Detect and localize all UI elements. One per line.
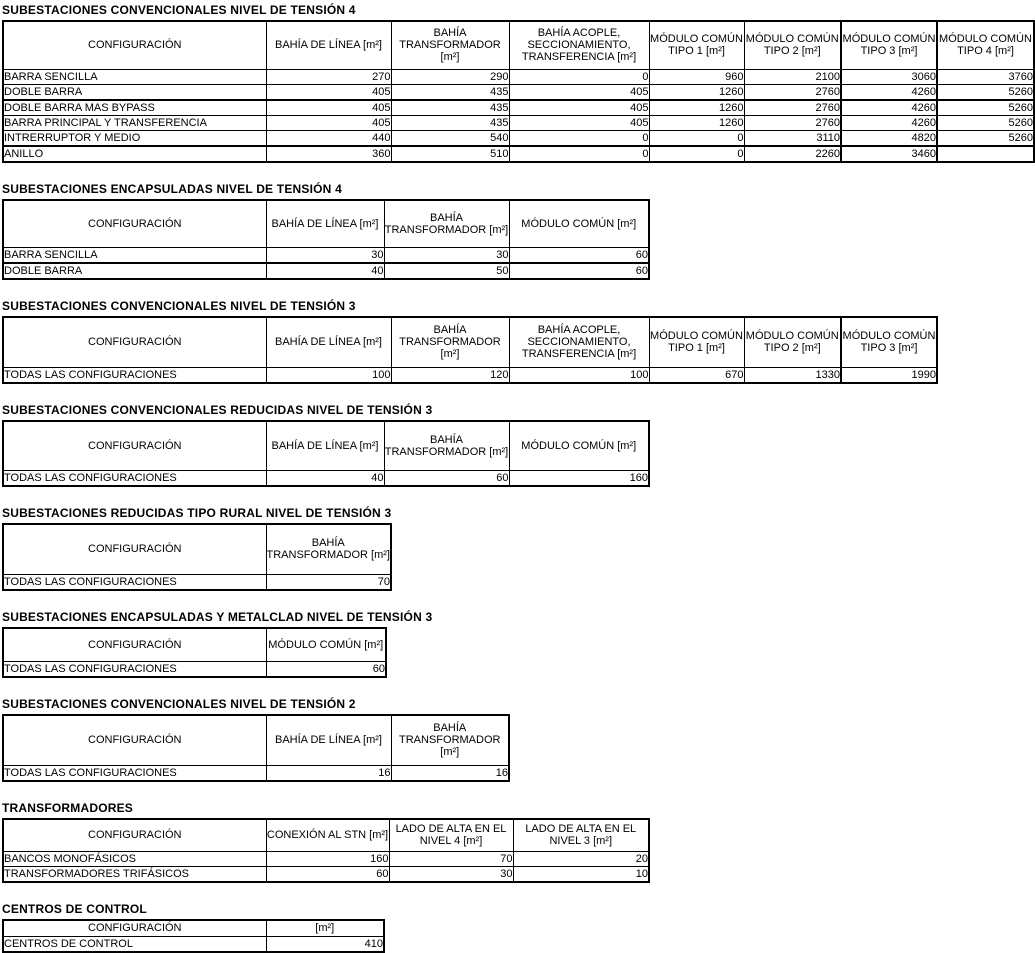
- cell-value: [937, 146, 1034, 162]
- cell-value: 1330: [744, 367, 841, 383]
- cell-value: 2760: [744, 115, 841, 130]
- section: [2, 403, 1035, 488]
- cell-value: 1260: [649, 100, 744, 116]
- cell-value: 5260: [937, 100, 1034, 116]
- cell-value: 60: [266, 867, 389, 883]
- cell-value: 70: [266, 574, 391, 590]
- cell-value: 440: [266, 130, 391, 146]
- table-row: [3, 574, 391, 590]
- cell-value: 0: [649, 130, 744, 146]
- table-row: [3, 146, 1034, 162]
- table-row: [3, 263, 649, 279]
- cell-value: 40: [266, 471, 384, 487]
- row-label: BARRA PRINCIPAL Y TRANSFERENCIA: [3, 115, 266, 130]
- section-title: SUBESTACIONES CONVENCIONALES REDUCIDAS NIVEL DE TENSIÓN 3: [2, 402, 433, 417]
- column-header: BAHÍA DE LÍNEA [m²]: [266, 200, 384, 248]
- data-table: [2, 316, 938, 384]
- config-column-header: CONFIGURACIÓN: [3, 317, 266, 367]
- row-label: DOBLE BARRA: [3, 84, 266, 100]
- cell-value: 100: [509, 367, 649, 383]
- cell-value: 405: [509, 115, 649, 130]
- table-row: [3, 936, 384, 952]
- section-title: SUBESTACIONES CONVENCIONALES NIVEL DE TENSIÓN 3: [2, 299, 356, 313]
- column-header: MÓDULO COMÚN TIPO 4 [m²]: [937, 21, 1034, 69]
- cell-value: 405: [266, 100, 391, 116]
- section: [2, 299, 1035, 384]
- cell-value: 405: [509, 100, 649, 116]
- config-column-header: CONFIGURACIÓN: [3, 524, 266, 574]
- cell-value: 60: [266, 662, 386, 678]
- cell-value: 5260: [937, 84, 1034, 100]
- cell-value: 16: [266, 765, 391, 781]
- cell-value: 16: [391, 765, 509, 781]
- row-label: BARRA SENCILLA: [3, 69, 266, 84]
- section-title: SUBESTACIONES REDUCIDAS TIPO RURAL NIVEL DE TENSIÓN 3: [2, 506, 392, 520]
- cell-value: 435: [391, 84, 509, 100]
- cell-value: 540: [391, 130, 509, 146]
- table-row: [3, 130, 1034, 146]
- column-header: BAHÍA TRANSFORMADOR [m²]: [384, 421, 509, 471]
- cell-value: 2100: [744, 69, 841, 84]
- section: [2, 3, 1035, 163]
- row-label: TRANSFORMADORES TRIFÁSICOS: [3, 867, 266, 883]
- column-header: BAHÍA DE LÍNEA [m²]: [266, 317, 391, 367]
- cell-value: 3760: [937, 69, 1034, 84]
- cell-value: 360: [266, 146, 391, 162]
- cell-value: 410: [266, 936, 384, 952]
- cell-value: 4260: [841, 100, 937, 116]
- table-row: [3, 367, 937, 383]
- section-title: SUBESTACIONES CONVENCIONALES NIVEL DE TENSIÓN 2: [2, 697, 356, 711]
- column-header: BAHÍA ACOPLE, SECCIONAMIENTO, TRANSFERENCIA [m²]: [509, 21, 649, 69]
- table-row: [3, 69, 1034, 84]
- column-header: [m²]: [266, 920, 384, 936]
- config-column-header: CONFIGURACIÓN: [3, 920, 266, 936]
- table-row: [3, 852, 649, 867]
- table-row: [3, 662, 386, 678]
- column-header: BAHÍA TRANSFORMADOR [m²]: [266, 524, 391, 574]
- row-label: DOBLE BARRA MAS BYPASS: [3, 100, 266, 116]
- section-title: CENTROS DE CONTROL: [2, 902, 147, 916]
- cell-value: 20: [513, 852, 649, 867]
- column-header: BAHÍA TRANSFORMADOR [m²]: [384, 200, 509, 248]
- row-label: TODAS LAS CONFIGURACIONES: [3, 574, 266, 590]
- data-table: [2, 919, 385, 953]
- table-row: [3, 115, 1034, 130]
- row-label: INTRERRUPTOR Y MEDIO: [3, 130, 266, 146]
- column-header: MÓDULO COMÚN TIPO 1 [m²]: [649, 317, 744, 367]
- cell-value: 0: [509, 146, 649, 162]
- cell-value: 40: [266, 263, 384, 279]
- table-row: [3, 765, 509, 781]
- cell-value: 3460: [841, 146, 937, 162]
- column-header: CONEXIÓN AL STN [m²]: [266, 819, 389, 852]
- data-table: [2, 20, 1035, 163]
- cell-value: 30: [384, 248, 509, 264]
- column-header: LADO DE ALTA EN EL NIVEL 3 [m²]: [513, 819, 649, 852]
- cell-value: 160: [266, 852, 389, 867]
- section-title: SUBESTACIONES ENCAPSULADAS Y METALCLAD NIVEL DE TENSIÓN 3: [2, 609, 433, 624]
- cell-value: 160: [509, 471, 649, 487]
- cell-value: 70: [389, 852, 513, 867]
- cell-value: 2760: [744, 84, 841, 100]
- config-column-header: CONFIGURACIÓN: [3, 421, 266, 471]
- cell-value: 30: [266, 248, 384, 264]
- table-row: [3, 84, 1034, 100]
- cell-value: 50: [384, 263, 509, 279]
- cell-value: 1260: [649, 115, 744, 130]
- cell-value: 2760: [744, 100, 841, 116]
- section: [2, 506, 1035, 591]
- config-column-header: CONFIGURACIÓN: [3, 628, 266, 662]
- column-header: BAHÍA TRANSFORMADOR [m²]: [391, 715, 509, 765]
- cell-value: 290: [391, 69, 509, 84]
- table-row: [3, 100, 1034, 116]
- cell-value: 0: [509, 69, 649, 84]
- row-label: DOBLE BARRA: [3, 263, 266, 279]
- row-label: CENTROS DE CONTROL: [3, 936, 266, 952]
- cell-value: 5260: [937, 130, 1034, 146]
- column-header: LADO DE ALTA EN EL NIVEL 4 [m²]: [389, 819, 513, 852]
- data-table: [2, 199, 650, 281]
- cell-value: 60: [509, 248, 649, 264]
- cell-value: 2260: [744, 146, 841, 162]
- data-table: [2, 627, 387, 679]
- column-header: MÓDULO COMÚN [m²]: [266, 628, 386, 662]
- section: [2, 610, 1035, 679]
- cell-value: 405: [266, 115, 391, 130]
- column-header: MÓDULO COMÚN TIPO 2 [m²]: [744, 317, 841, 367]
- column-header: MÓDULO COMÚN TIPO 3 [m²]: [841, 21, 937, 69]
- cell-value: 405: [266, 84, 391, 100]
- cell-value: 60: [509, 263, 649, 279]
- section: [2, 182, 1035, 281]
- cell-value: 405: [509, 84, 649, 100]
- cell-value: 3110: [744, 130, 841, 146]
- column-header: BAHÍA TRANSFORMADOR [m²]: [391, 21, 509, 69]
- cell-value: 4260: [841, 84, 937, 100]
- section: [2, 697, 1035, 782]
- column-header: BAHÍA DE LÍNEA [m²]: [266, 715, 391, 765]
- config-column-header: CONFIGURACIÓN: [3, 819, 266, 852]
- cell-value: 60: [384, 471, 509, 487]
- row-label: TODAS LAS CONFIGURACIONES: [3, 662, 266, 678]
- cell-value: 435: [391, 100, 509, 116]
- cell-value: 510: [391, 146, 509, 162]
- cell-value: 30: [389, 867, 513, 883]
- column-header: BAHÍA DE LÍNEA [m²]: [266, 421, 384, 471]
- cell-value: 270: [266, 69, 391, 84]
- cell-value: 4820: [841, 130, 937, 146]
- cell-value: 5260: [937, 115, 1034, 130]
- cell-value: 0: [649, 146, 744, 162]
- row-label: TODAS LAS CONFIGURACIONES: [3, 367, 266, 383]
- cell-value: 3060: [841, 69, 937, 84]
- row-label: BANCOS MONOFÁSICOS: [3, 852, 266, 867]
- table-row: [3, 248, 649, 264]
- cell-value: 4260: [841, 115, 937, 130]
- cell-value: 1260: [649, 84, 744, 100]
- config-column-header: CONFIGURACIÓN: [3, 200, 266, 248]
- section-title: SUBESTACIONES ENCAPSULADAS NIVEL DE TENSIÓN 4: [2, 181, 342, 196]
- column-header: MÓDULO COMÚN TIPO 2 [m²]: [744, 21, 841, 69]
- row-label: TODAS LAS CONFIGURACIONES: [3, 471, 266, 487]
- column-header: MÓDULO COMÚN TIPO 1 [m²]: [649, 21, 744, 69]
- row-label: BARRA SENCILLA: [3, 248, 266, 264]
- column-header: BAHÍA TRANSFORMADOR [m²]: [391, 317, 509, 367]
- cell-value: 120: [391, 367, 509, 383]
- cell-value: 0: [509, 130, 649, 146]
- row-label: TODAS LAS CONFIGURACIONES: [3, 765, 266, 781]
- config-column-header: CONFIGURACIÓN: [3, 715, 266, 765]
- cell-value: 100: [266, 367, 391, 383]
- row-label: ANILLO: [3, 146, 266, 162]
- section-title: TRANSFORMADORES: [2, 800, 133, 815]
- cell-value: 1990: [841, 367, 937, 383]
- column-header: MÓDULO COMÚN [m²]: [509, 200, 649, 248]
- data-table: [2, 818, 650, 884]
- data-table: [2, 523, 392, 591]
- column-header: BAHÍA ACOPLE, SECCIONAMIENTO, TRANSFERENCIA [m²]: [509, 317, 649, 367]
- cell-value: 670: [649, 367, 744, 383]
- column-header: BAHÍA DE LÍNEA [m²]: [266, 21, 391, 69]
- table-row: [3, 867, 649, 883]
- column-header: MÓDULO COMÚN [m²]: [509, 421, 649, 471]
- section: [2, 801, 1035, 884]
- column-header: MÓDULO COMÚN TIPO 3 [m²]: [841, 317, 937, 367]
- config-column-header: CONFIGURACIÓN: [3, 21, 266, 69]
- cell-value: 10: [513, 867, 649, 883]
- cell-value: 960: [649, 69, 744, 84]
- data-table: [2, 714, 510, 782]
- section-title: SUBESTACIONES CONVENCIONALES NIVEL DE TENSIÓN 4: [2, 3, 356, 17]
- section: [2, 902, 1035, 953]
- table-row: [3, 471, 649, 487]
- data-table: [2, 420, 650, 488]
- cell-value: 435: [391, 115, 509, 130]
